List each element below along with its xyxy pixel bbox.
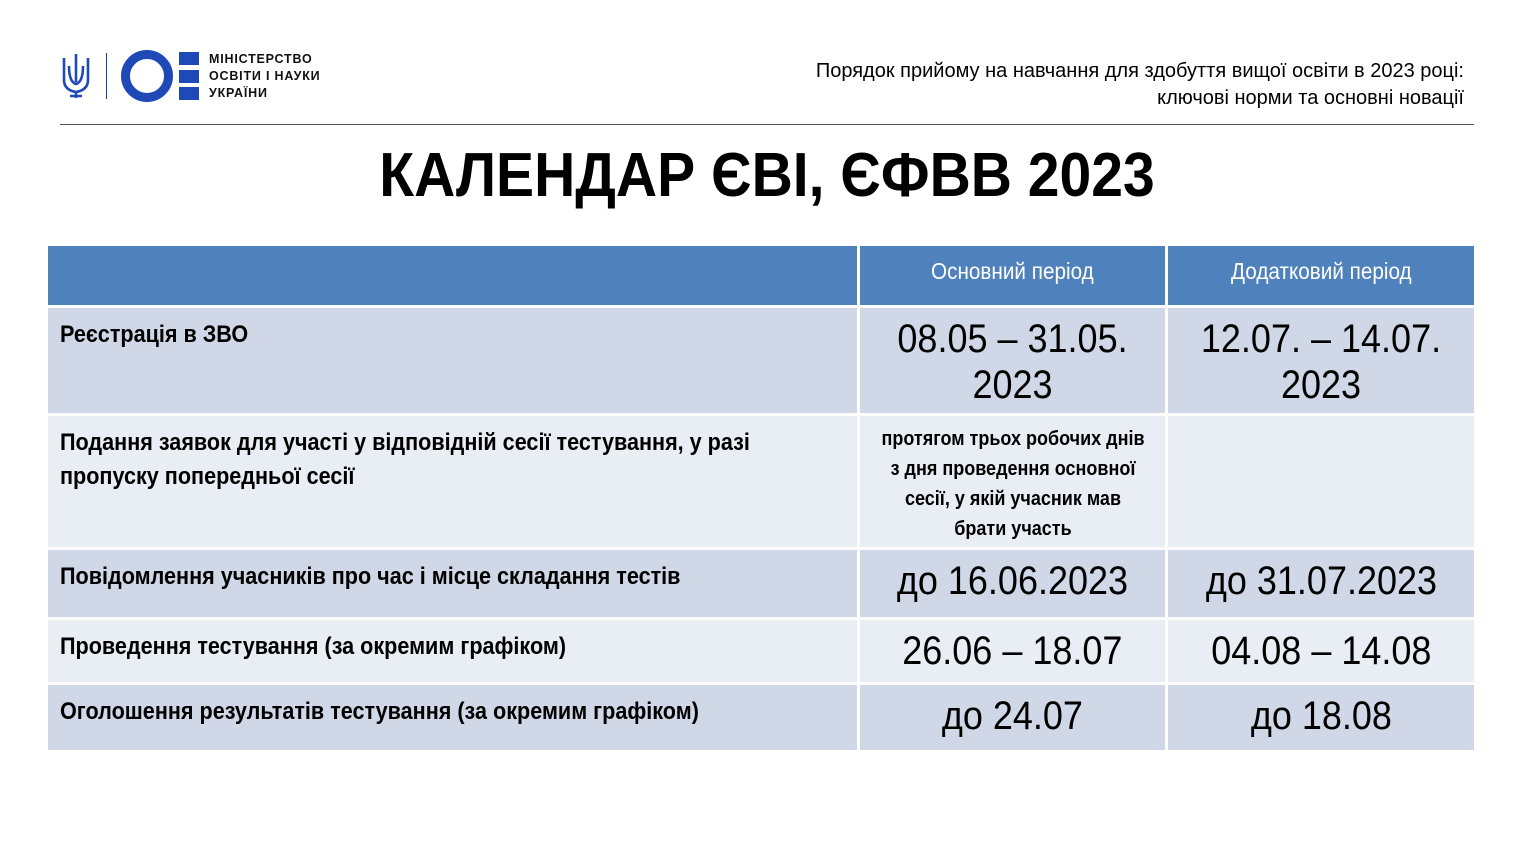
ministry-name-line: МІНІСТЕРСТВО	[209, 51, 313, 66]
main-period-cell: протягом трьох робочих днів з дня проведення основної сесії, у якій учасник мав брати участь	[859, 415, 1167, 549]
header-subtitle	[816, 58, 1464, 112]
page-title: КАЛЕНДАР ЄВІ, ЄФВВ 2023	[379, 141, 1155, 210]
main-period-cell: до 24.07	[859, 684, 1167, 752]
main-period-cell: 26.06 – 18.07	[859, 619, 1167, 684]
ministry-name	[209, 51, 320, 102]
column-header-extra	[1167, 245, 1476, 307]
row-label: Проведення тестування (за окремим графіком)	[47, 619, 859, 684]
table-row	[47, 549, 1476, 619]
ministry-logo	[60, 50, 320, 102]
table-header-row	[47, 245, 1476, 307]
row-label: Подання заявок для участі у відповідній сесії тестування, у разі пропуску попередньої сесії	[47, 415, 859, 549]
table-row	[47, 619, 1476, 684]
table-row	[47, 307, 1476, 415]
header-line-2: ключові норми та основні новації	[1157, 87, 1464, 109]
ministry-name-line: УКРАЇНИ	[209, 85, 268, 100]
extra-period-cell: до 31.07.2023	[1167, 549, 1476, 619]
column-header	[47, 245, 859, 307]
main-period-cell: 08.05 – 31.05. 2023	[859, 307, 1167, 415]
calendar-table	[45, 243, 1477, 753]
header-divider	[60, 124, 1474, 125]
extra-period-cell	[1167, 415, 1476, 549]
column-header-main	[859, 245, 1167, 307]
column-header-extra-label: Додатковий період	[1230, 258, 1412, 284]
extra-period-cell: до 18.08	[1167, 684, 1476, 752]
table-row	[47, 415, 1476, 549]
main-period-cell: до 16.06.2023	[859, 549, 1167, 619]
trident-icon	[60, 52, 92, 100]
mon-mark-icon	[121, 50, 199, 102]
table-row	[47, 684, 1476, 752]
header-line-1: Порядок прийому на навчання для здобуття вищої освіти в 2023 році:	[815, 60, 1464, 82]
ministry-name-line: ОСВІТИ І НАУКИ	[209, 68, 321, 83]
logo-separator	[106, 53, 107, 99]
extra-period-cell: 12.07. – 14.07. 2023	[1167, 307, 1476, 415]
column-header-main-label: Основний період	[931, 258, 1094, 284]
extra-period-cell: 04.08 – 14.08	[1167, 619, 1476, 684]
row-label: Повідомлення учасників про час і місце складання тестів	[47, 549, 859, 619]
row-label: Реєстрація в ЗВО	[47, 307, 859, 415]
row-label: Оголошення результатів тестування (за окремим графіком)	[47, 684, 859, 752]
